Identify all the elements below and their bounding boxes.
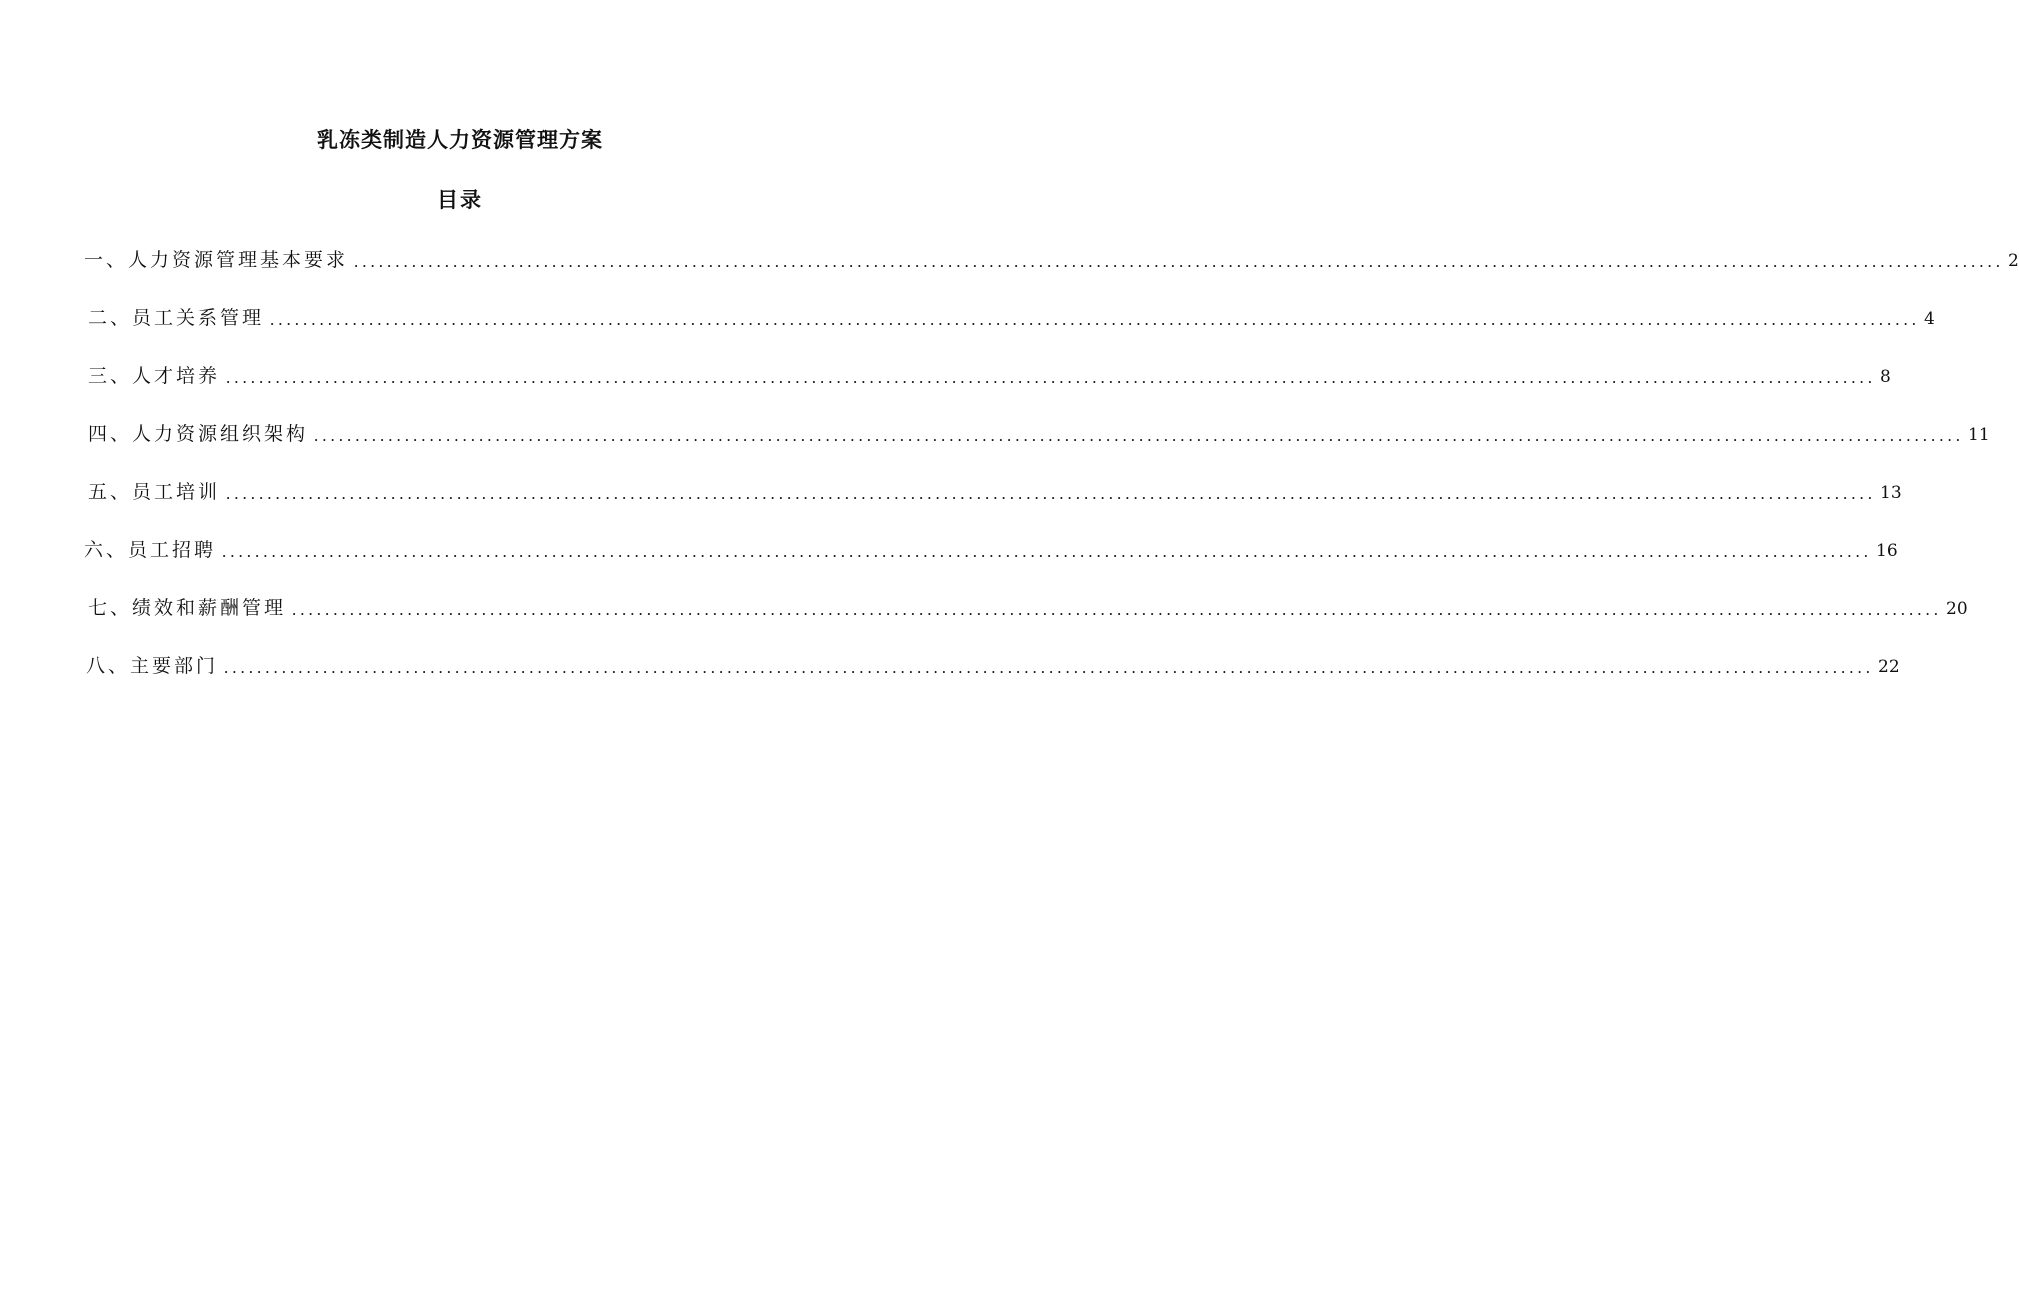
toc-dot-leader: ........................................................................................................................................................................................................ — [226, 368, 1877, 387]
toc-entry-5[interactable] — [88, 476, 1902, 508]
toc-entry-8[interactable] — [86, 650, 1900, 682]
toc-entry-1[interactable] — [84, 244, 2019, 276]
toc-page-number: 16 — [1876, 541, 1898, 561]
toc-dot-leader: ........................................................................................................................................................................................................ — [222, 542, 1873, 561]
toc-entry-label: 二、员工关系管理 — [88, 307, 265, 329]
toc-page-number: 13 — [1880, 483, 1902, 503]
toc-entry-label: 八、主要部门 — [86, 655, 219, 677]
toc-entry-label: 三、人才培养 — [88, 365, 221, 387]
toc-entry-2[interactable] — [88, 302, 1935, 334]
toc-dot-leader: ........................................................................................................................................................................................................ — [314, 426, 1965, 445]
toc-entry-3[interactable] — [88, 360, 1891, 392]
toc-entry-4[interactable] — [88, 418, 1990, 450]
toc-dot-leader: ........................................................................................................................................................................................................ — [224, 658, 1875, 677]
toc-entry-label: 一、人力资源管理基本要求 — [84, 249, 349, 271]
toc-entry-label: 六、员工招聘 — [84, 539, 217, 561]
document-title: 乳冻类制造人力资源管理方案 — [317, 128, 603, 152]
toc-page-number: 11 — [1968, 425, 1990, 445]
toc-heading: 目录 — [437, 188, 483, 212]
toc-dot-leader: ........................................................................................................................................................................................................ — [270, 310, 1921, 329]
toc-page-number: 8 — [1880, 367, 1891, 387]
toc-entry-label: 七、绩效和薪酬管理 — [88, 597, 287, 619]
toc-entry-6[interactable] — [84, 534, 1898, 566]
toc-entry-label: 四、人力资源组织架构 — [88, 423, 309, 445]
toc-page-number: 20 — [1946, 599, 1968, 619]
toc-entry-label: 五、员工培训 — [88, 481, 221, 503]
toc-page-number: 2 — [2008, 251, 2019, 271]
toc-page-number: 22 — [1878, 657, 1900, 677]
toc-dot-leader: ........................................................................................................................................................................................................ — [354, 252, 2005, 271]
toc-dot-leader: ........................................................................................................................................................................................................ — [292, 600, 1943, 619]
toc-entry-7[interactable] — [88, 592, 1968, 624]
toc-dot-leader: ........................................................................................................................................................................................................ — [226, 484, 1877, 503]
toc-page-number: 4 — [1924, 309, 1935, 329]
